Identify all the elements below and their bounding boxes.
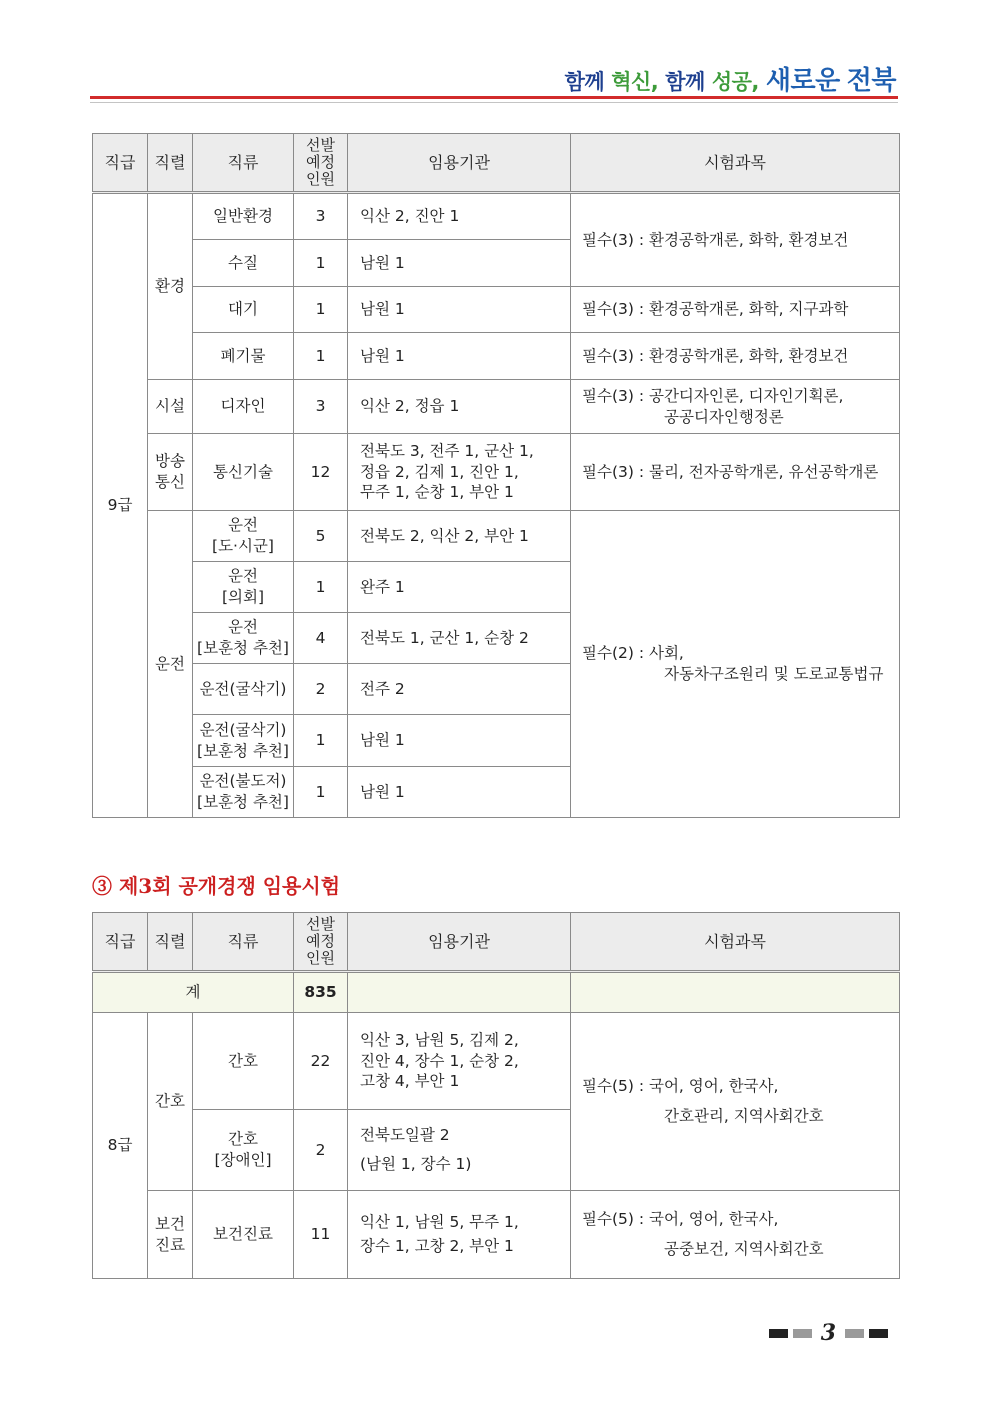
subjects-cell [571,511,900,818]
exam-table-8th-grade [92,912,900,1279]
agency-cell: 익산 2, 진안 1 [348,193,571,240]
agency-cell: 완주 1 [348,562,571,613]
footer-bar-icon [769,1329,788,1338]
footer-bar-icon [845,1329,864,1338]
subjects-line: 필수(3) : 공간디자인론, 디자인기획론, [582,386,844,405]
col-header-count: 선발 예정 인원 [294,913,348,972]
agency-cell: 남원 1 [348,240,571,287]
series-cell: 환경 [148,193,193,380]
agency-cell: 전주 2 [348,664,571,715]
slogan-word: 전북 [846,66,896,96]
series-cell: 방송 통신 [148,434,193,511]
subjects-line: 자동차구조원리 및 도로교통법규 [664,665,884,683]
col-header-category: 직류 [193,913,294,972]
count-cell: 3 [294,380,348,434]
table-row [93,434,900,511]
section-marker: ③ [92,874,112,898]
table-row [93,511,900,562]
category-cell: 운전 [보훈청 추천] [193,613,294,664]
category-cell: 폐기물 [193,333,294,380]
count-cell: 5 [294,511,348,562]
empty-cell [348,972,571,1013]
col-header-series: 직렬 [148,913,193,972]
table-row [93,1191,900,1279]
category-cell: 운전(굴삭기) [보훈청 추천] [193,715,294,767]
col-header-subjects: 시험과목 [571,913,900,972]
footer-bar-icon [869,1329,888,1338]
count-cell: 2 [294,664,348,715]
subjects-cell: 필수(3) : 환경공학개론, 화학, 환경보건 [571,333,900,380]
table-row [93,193,900,240]
count-cell: 1 [294,715,348,767]
footer-bar-icon [793,1329,812,1338]
category-cell: 수질 [193,240,294,287]
total-value: 835 [294,972,348,1013]
subjects-line: 필수(5) : 국어, 영어, 한국사, [582,1077,779,1096]
agency-cell: 익산 3, 남원 5, 김제 2, 진안 4, 장수 1, 순창 2, 고창 4, 부안 1 [348,1013,571,1110]
grade-cell: 9급 [93,193,148,818]
count-cell: 22 [294,1013,348,1110]
series-cell: 간호 [148,1013,193,1191]
agency-cell: 남원 1 [348,767,571,818]
section-title-text: 제3회 공개경쟁 임용시험 [118,874,341,898]
col-header-grade: 직급 [93,134,148,193]
count-cell: 3 [294,193,348,240]
agency-cell: 전북도 3, 전주 1, 군산 1, 정읍 2, 김제 1, 진안 1, 무주 1, 순창 1, 부안 1 [348,434,571,511]
series-cell: 보건 진료 [148,1191,193,1279]
category-cell: 운전 [의회] [193,562,294,613]
agency-cell: 익산 2, 정읍 1 [348,380,571,434]
table-row [93,380,900,434]
slogan-word: 새로운 [765,66,840,96]
count-cell: 2 [294,1110,348,1191]
subjects-line: 공중보건, 지역사회간호 [664,1239,824,1258]
col-header-series: 직렬 [148,134,193,193]
category-cell: 운전(불도저) [보훈청 추천] [193,767,294,818]
slogan-word: 성공, [711,70,759,94]
header-slogan [565,60,896,97]
category-cell: 보건진료 [193,1191,294,1279]
grade-cell: 8급 [93,1013,148,1279]
category-cell: 디자인 [193,380,294,434]
category-cell: 통신기술 [193,434,294,511]
series-cell: 운전 [148,511,193,818]
category-cell: 일반환경 [193,193,294,240]
count-cell: 1 [294,767,348,818]
table-row [93,333,900,380]
slogan-word: 함께 [564,70,605,94]
category-cell: 운전 [도·시군] [193,511,294,562]
count-cell: 1 [294,287,348,333]
agency-cell: 남원 1 [348,287,571,333]
count-cell: 1 [294,240,348,287]
count-cell: 12 [294,434,348,511]
page-number: 3 [820,1320,836,1346]
col-header-category: 직류 [193,134,294,193]
subjects-cell [571,1013,900,1191]
count-cell: 1 [294,333,348,380]
agency-cell: 전북도 2, 익산 2, 부안 1 [348,511,571,562]
total-row [93,972,900,1013]
subjects-cell [571,380,900,434]
series-cell: 시설 [148,380,193,434]
subjects-line: 공공디자인행정론 [664,407,784,426]
agency-cell: 남원 1 [348,715,571,767]
agency-cell: 남원 1 [348,333,571,380]
col-header-grade: 직급 [93,913,148,972]
table-row [93,1013,900,1110]
category-cell: 운전(굴삭기) [193,664,294,715]
slogan-word: 혁신, [611,70,659,94]
subjects-cell [571,1191,900,1279]
header-divider [90,96,898,99]
col-header-count: 선발 예정 인원 [294,134,348,193]
count-cell: 1 [294,562,348,613]
category-cell: 간호 [193,1013,294,1110]
count-cell: 11 [294,1191,348,1279]
subjects-line: 필수(2) : 사회, [582,644,684,663]
subjects-line: 필수(5) : 국어, 영어, 한국사, [582,1210,779,1229]
category-cell: 대기 [193,287,294,333]
col-header-agency: 임용기관 [348,134,571,193]
subjects-cell: 필수(3) : 환경공학개론, 화학, 지구과학 [571,287,900,333]
agency-cell: 전북도 1, 군산 1, 순창 2 [348,613,571,664]
exam-table-9th-grade [92,133,900,818]
empty-cell [571,972,900,1013]
agency-cell: 익산 1, 남원 5, 무주 1, 장수 1, 고창 2, 부안 1 [348,1191,571,1279]
total-label: 계 [93,972,294,1013]
col-header-agency: 임용기관 [348,913,571,972]
subjects-line: 간호관리, 지역사회간호 [664,1106,824,1125]
slogan-word: 함께 [665,70,705,94]
section-heading [92,870,340,899]
agency-cell: 전북도일괄 2 (남원 1, 장수 1) [348,1110,571,1191]
category-cell: 간호 [장애인] [193,1110,294,1191]
page-footer [769,1320,888,1346]
count-cell: 4 [294,613,348,664]
header-divider-thin [90,102,898,103]
subjects-cell: 필수(3) : 환경공학개론, 화학, 환경보건 [571,193,900,287]
subjects-cell: 필수(3) : 물리, 전자공학개론, 유선공학개론 [571,434,900,511]
col-header-subjects: 시험과목 [571,134,900,193]
table-row [93,287,900,333]
